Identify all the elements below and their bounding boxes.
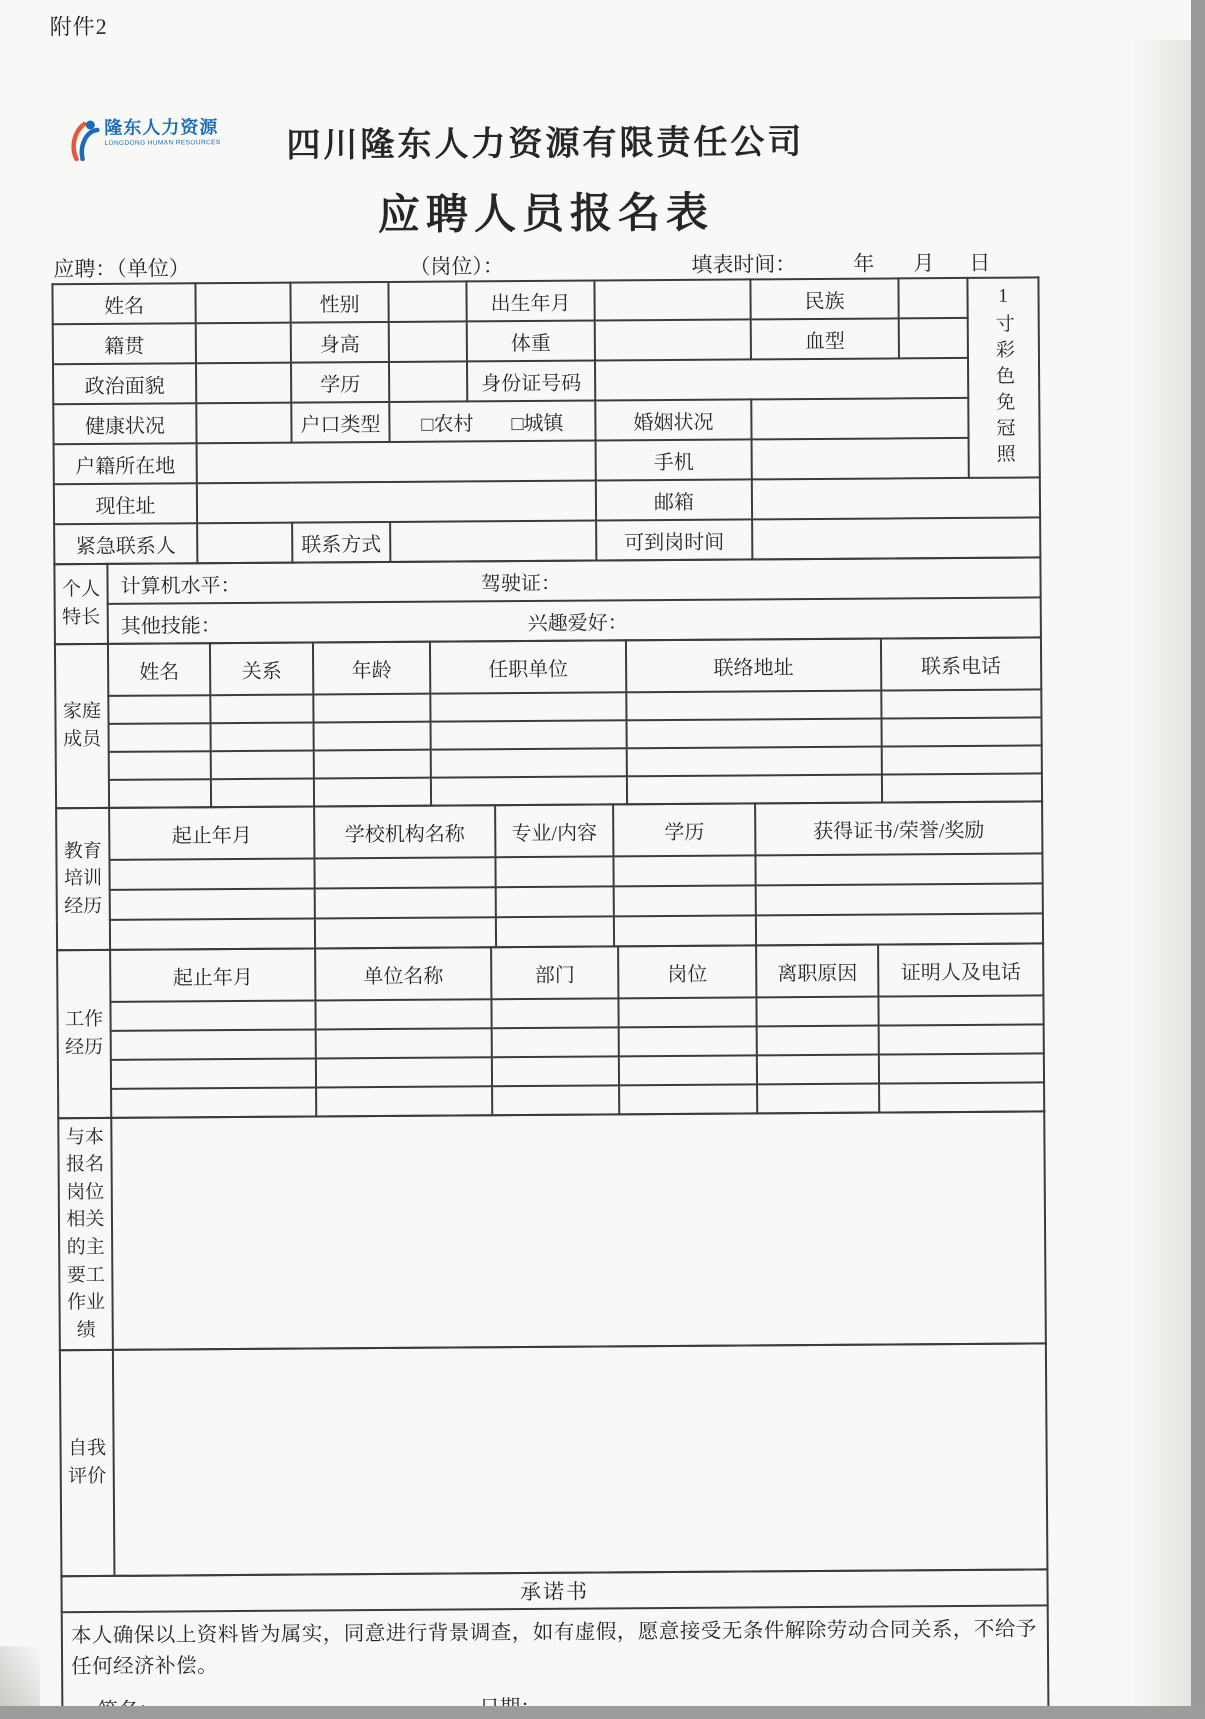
health-value-cell bbox=[196, 403, 291, 444]
scan-artifact-right-soft bbox=[1131, 40, 1191, 1719]
family-header-phone: 联系电话 bbox=[881, 637, 1041, 690]
pledge-table bbox=[60, 1568, 1049, 1719]
company-logo bbox=[66, 118, 236, 166]
name-label: 姓名 bbox=[52, 283, 195, 324]
pledge-text: 本人确保以上资料皆为属实，同意进行背景调查，如有虚假，愿意接受无条件解除劳动合同关系，不给予任何经济补偿。 bbox=[70, 1618, 1037, 1678]
achievements-content-cell bbox=[111, 1111, 1046, 1350]
education-value-cell bbox=[389, 361, 467, 402]
id-no-value-cell bbox=[595, 358, 968, 401]
year-label: 年 bbox=[853, 251, 875, 276]
form-title: 应聘人员报名表 bbox=[377, 190, 715, 240]
political-label: 政治面貌 bbox=[53, 363, 196, 404]
height-label: 身高 bbox=[291, 322, 389, 363]
skills-hobby-row bbox=[108, 597, 1041, 644]
logo-text-en: LONGDONG HUMAN RESOURCES bbox=[104, 139, 221, 147]
hobby-label: 兴趣爱好： bbox=[527, 611, 628, 635]
marital-label: 婚姻状况 bbox=[595, 399, 751, 440]
hukou-type-options-cell bbox=[389, 401, 595, 442]
hukou-place-value-cell bbox=[197, 441, 596, 484]
email-label: 邮箱 bbox=[596, 479, 752, 520]
family-header-employer: 任职单位 bbox=[430, 640, 626, 693]
driving-license-label: 驾驶证： bbox=[480, 572, 562, 595]
work-header-leave-reason: 离职原因 bbox=[756, 945, 878, 998]
apply-unit-label: 应聘：（单位） bbox=[53, 256, 190, 282]
name-value-cell bbox=[195, 283, 290, 324]
computer-level-label: 计算机水平： bbox=[120, 574, 241, 598]
photo-note: 1寸彩色免冠照 bbox=[992, 285, 1015, 470]
native-place-value-cell bbox=[196, 323, 291, 364]
family-section-label: 家庭成员 bbox=[55, 644, 109, 808]
computer-driving-row bbox=[107, 557, 1040, 604]
family-header-address: 联络地址 bbox=[626, 639, 881, 693]
birth-label: 出生年月 bbox=[466, 281, 594, 322]
scan-artifact-right bbox=[1191, 0, 1205, 1719]
edu-header-degree: 学历 bbox=[613, 803, 755, 856]
attachment-label: 附件2 bbox=[49, 13, 108, 40]
blood-value-cell bbox=[899, 318, 968, 358]
education-label: 学历 bbox=[291, 362, 389, 403]
weight-value-cell bbox=[595, 319, 751, 360]
form-area bbox=[50, 3, 1052, 1719]
emergency-label: 紧急联系人 bbox=[54, 523, 197, 564]
emergency-value-cell bbox=[197, 523, 292, 564]
edu-header-period: 起止年月 bbox=[109, 806, 314, 859]
day-label: 日 bbox=[969, 250, 991, 275]
photo-box bbox=[967, 277, 1039, 477]
hukou-type-label: 户口类型 bbox=[291, 402, 389, 443]
month-label: 月 bbox=[913, 251, 935, 276]
ethnicity-label: 民族 bbox=[750, 278, 898, 319]
ethnicity-value-cell bbox=[898, 278, 967, 318]
logo-person-icon bbox=[66, 119, 100, 166]
pledge-title: 承诺书 bbox=[61, 1569, 1047, 1612]
contact-label: 联系方式 bbox=[292, 522, 390, 563]
hukou-rural-checkbox: □农村 bbox=[421, 412, 474, 436]
strengths-table bbox=[53, 556, 1042, 645]
logo-text-cn: 隆东人力资源 bbox=[104, 117, 219, 138]
contact-value-cell bbox=[390, 521, 596, 562]
self-eval-table bbox=[59, 1342, 1049, 1577]
education-table bbox=[55, 800, 1044, 951]
weight-label: 体重 bbox=[467, 321, 595, 362]
company-title: 四川隆东人力资源有限责任公司 bbox=[286, 124, 805, 165]
onboard-label: 可到岗时间 bbox=[596, 519, 752, 560]
personal-info-table bbox=[51, 276, 1041, 565]
marital-value-cell bbox=[751, 398, 968, 440]
pledge-body-cell bbox=[62, 1605, 1049, 1719]
mobile-value-cell bbox=[752, 438, 969, 480]
gender-value-cell bbox=[388, 281, 466, 322]
family-header-name: 姓名 bbox=[108, 643, 210, 696]
id-no-label: 身份证号码 bbox=[467, 361, 595, 402]
hukou-urban-checkbox: □城镇 bbox=[511, 412, 564, 435]
work-header-period: 起止年月 bbox=[110, 948, 315, 1001]
self-eval-section-label: 自我评价 bbox=[60, 1350, 115, 1576]
work-header-post: 岗位 bbox=[618, 945, 756, 998]
work-section-label: 工作经历 bbox=[57, 950, 111, 1118]
achievements-table bbox=[57, 1110, 1047, 1351]
email-value-cell bbox=[752, 477, 1040, 519]
education-section-label: 教育培训经历 bbox=[56, 808, 110, 950]
self-eval-content-cell bbox=[113, 1343, 1048, 1576]
birth-value-cell bbox=[594, 279, 750, 320]
blood-label: 血型 bbox=[751, 318, 899, 359]
mobile-label: 手机 bbox=[596, 439, 752, 480]
political-value-cell bbox=[196, 363, 291, 404]
gender-label: 性别 bbox=[290, 282, 388, 323]
scan-artifact-corner bbox=[0, 1646, 40, 1706]
form-header bbox=[50, 34, 1041, 241]
hukou-place-label: 户籍所在地 bbox=[54, 443, 197, 484]
scan-artifact-bottom bbox=[0, 1706, 1205, 1719]
work-header-dept: 部门 bbox=[491, 946, 618, 999]
address-value-cell bbox=[197, 481, 596, 524]
onboard-value-cell bbox=[752, 517, 1040, 559]
native-place-label: 籍贯 bbox=[53, 323, 196, 364]
achievements-section-label: 与本报名岗位相关的主要工作业绩 bbox=[58, 1118, 113, 1350]
other-skills-label: 其他技能： bbox=[120, 614, 221, 638]
apply-post-label: （岗位）： bbox=[409, 254, 504, 279]
edu-header-school: 学校机构名称 bbox=[314, 805, 495, 858]
health-label: 健康状况 bbox=[53, 403, 196, 444]
work-header-reference: 证明人及电话 bbox=[878, 943, 1043, 996]
fill-time-label: 填表时间： bbox=[691, 252, 797, 277]
address-label: 现住址 bbox=[54, 483, 197, 524]
work-table bbox=[56, 942, 1045, 1119]
edu-header-certs: 获得证书/荣誉/奖励 bbox=[755, 801, 1042, 855]
family-table bbox=[54, 636, 1043, 809]
strengths-section-label: 个人特长 bbox=[54, 564, 108, 644]
family-header-age: 年龄 bbox=[313, 642, 430, 695]
work-header-company: 单位名称 bbox=[315, 947, 491, 1000]
family-header-relation: 关系 bbox=[210, 642, 313, 695]
height-value-cell bbox=[389, 321, 467, 362]
edu-header-major: 专业/内容 bbox=[495, 804, 613, 857]
